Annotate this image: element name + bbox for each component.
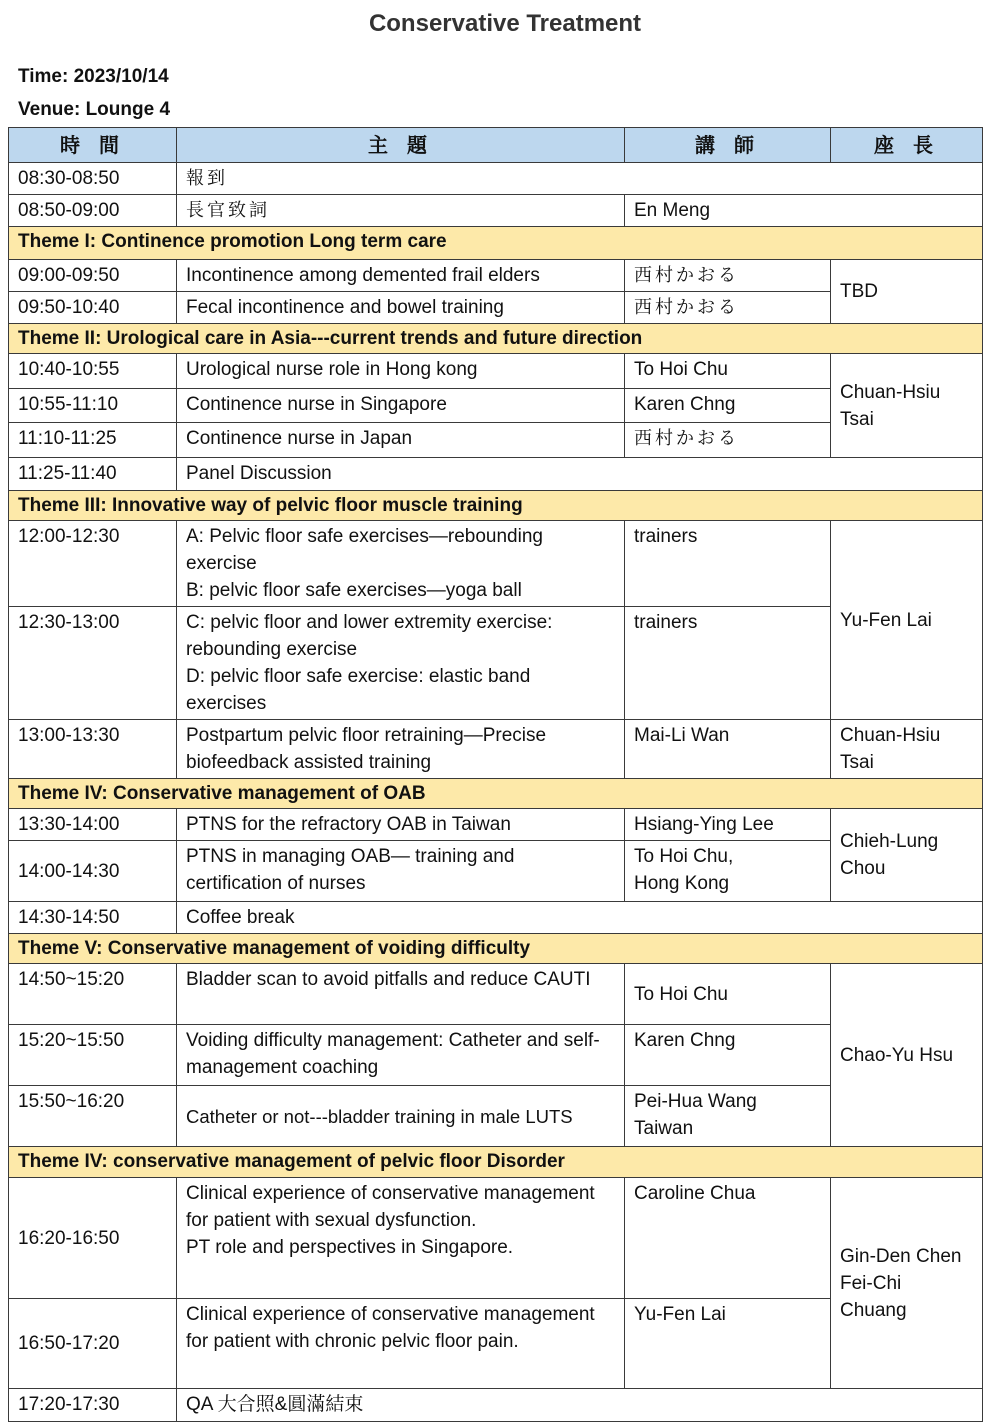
speaker-cell: 西村かおる [625,423,831,458]
time-cell: 16:20-16:50 [9,1178,177,1299]
topic-line: D: pelvic floor safe exercise: elastic band exercises [186,666,531,714]
page-title: Conservative Treatment [368,10,642,37]
time-cell: 08:30-08:50 [9,163,177,195]
theme-row [9,934,983,964]
header-topic: 主 題 [177,128,625,163]
topic-cell: Continence nurse in Japan [177,423,625,458]
speaker-cell: To Hoi Chu [625,964,831,1025]
topic-line: A: Pelvic floor safe exercises—rebounding exercise [186,526,543,574]
chair-cell: Chuan-Hsiu Tsai [831,720,983,779]
topic-cell: Fecal incontinence and bowel training [177,292,625,324]
theme-heading: Theme IV: conservative management of pelvic floor Disorder [9,1147,983,1178]
time-cell: 14:00-14:30 [9,841,177,902]
time-cell: 09:00-09:50 [9,260,177,292]
table-row [9,1178,983,1299]
time-cell: 12:30-13:00 [9,607,177,720]
speaker-cell: 西村かおる [625,292,831,324]
time-cell: 10:55-11:10 [9,389,177,423]
time-cell: 11:10-11:25 [9,423,177,458]
topic-line: Clinical experience of conservative management for patient with sexual dysfunction. [186,1183,595,1231]
time-cell: 08:50-09:00 [9,195,177,227]
time-cell: 17:20-17:30 [9,1389,177,1422]
topic-cell: Voiding difficulty management: Catheter and self-management coaching [177,1025,625,1086]
topic-cell: 長官致詞 [177,195,625,227]
speaker-cell: Caroline Chua [625,1178,831,1299]
topic-cell [177,1178,625,1299]
table-row [9,458,983,491]
topic-line: C: pelvic floor and lower extremity exercise: rebounding exercise [186,612,553,660]
time-cell: 14:50~15:20 [9,964,177,1025]
time-cell: 13:30-14:00 [9,809,177,841]
table-row [9,195,983,227]
time-cell: 12:00-12:30 [9,521,177,607]
table-row [9,809,983,841]
topic-cell: Continence nurse in Singapore [177,389,625,423]
chair-cell: TBD [831,260,983,324]
topic-cell: Panel Discussion [177,458,983,491]
speaker-cell: Yu-Fen Lai [625,1299,831,1389]
topic-cell: Catheter or not---bladder training in male LUTS [177,1086,625,1147]
speaker-line: To Hoi Chu, [634,846,734,867]
time-cell: 16:50-17:20 [9,1299,177,1389]
speaker-line: Pei-Hua Wang [634,1091,757,1112]
topic-cell [177,607,625,720]
speaker-cell: Hsiang-Ying Lee [625,809,831,841]
speaker-cell: To Hoi Chu [625,354,831,389]
topic-line: B: pelvic floor safe exercises—yoga ball [186,580,522,601]
topic-line: PT role and perspectives in Singapore. [186,1237,514,1258]
theme-row [9,779,983,809]
topic-cell: Incontinence among demented frail elders [177,260,625,292]
speaker-line: Taiwan [634,1118,694,1139]
topic-cell: Coffee break [177,902,983,934]
chair-cell: Chieh-Lung Chou [831,809,983,902]
header-chair: 座 長 [831,128,983,163]
speaker-cell: Mai-Li Wan [625,720,831,779]
theme-row [9,491,983,521]
time-cell: 14:30-14:50 [9,902,177,934]
topic-cell: Postpartum pelvic floor retraining—Precise biofeedback assisted training [177,720,625,779]
header-time: 時 間 [9,128,177,163]
table-row [9,720,983,779]
topic-cell: 報到 [177,163,983,195]
chair-cell: Chao-Yu Hsu [831,964,983,1147]
schedule-table [8,127,983,1422]
chair-cell: Yu-Fen Lai [831,521,983,720]
table-row [9,521,983,607]
time-cell: 10:40-10:55 [9,354,177,389]
theme-row [9,1147,983,1178]
table-row [9,163,983,195]
theme-heading: Theme I: Continence promotion Long term care [9,227,983,260]
chair-line: Gin-Den Chen [840,1245,962,1267]
speaker-cell: Karen Chng [625,1025,831,1086]
table-row [9,354,983,389]
theme-heading: Theme IV: Conservative management of OAB [9,779,983,809]
time-cell: 15:50~16:20 [9,1086,177,1147]
header-row [9,128,983,163]
speaker-cell [625,841,831,902]
topic-cell: PTNS for the refractory OAB in Taiwan [177,809,625,841]
chair-cell [831,1178,983,1389]
topic-cell: Urological nurse role in Hong kong [177,354,625,389]
topic-cell: Clinical experience of conservative management for patient with chronic pelvic floor pain. [177,1299,625,1389]
table-row [9,964,983,1025]
speaker-cell [625,1086,831,1147]
speaker-cell: En Meng [625,195,983,227]
table-row [9,260,983,292]
chair-line: Fei-Chi Chuang [840,1272,907,1321]
header-speaker: 講 師 [625,128,831,163]
topic-cell [177,521,625,607]
theme-row [9,227,983,260]
speaker-cell: trainers [625,607,831,720]
topic-cell: PTNS in managing OAB— training and certification of nurses [177,841,625,902]
chair-cell: Chuan-Hsiu Tsai [831,354,983,458]
topic-cell: QA 大合照&圓滿結束 [177,1389,983,1422]
theme-heading: Theme V: Conservative management of voiding difficulty [9,934,983,964]
topic-cell: Bladder scan to avoid pitfalls and reduce CAUTI [177,964,625,1025]
time-cell: 15:20~15:50 [9,1025,177,1086]
theme-heading: Theme III: Innovative way of pelvic floor muscle training [9,491,983,521]
theme-row [9,324,983,354]
time-cell: 11:25-11:40 [9,458,177,491]
speaker-cell: trainers [625,521,831,607]
table-row [9,1389,983,1422]
speaker-cell: 西村かおる [625,260,831,292]
theme-heading: Theme II: Urological care in Asia---current trends and future direction [9,324,983,354]
event-venue: Venue: Lounge 4 [18,99,171,120]
event-time: Time: 2023/10/14 [18,66,169,87]
speaker-line: Hong Kong [634,873,730,894]
table-row [9,902,983,934]
time-cell: 13:00-13:30 [9,720,177,779]
speaker-cell: Karen Chng [625,389,831,423]
time-cell: 09:50-10:40 [9,292,177,324]
